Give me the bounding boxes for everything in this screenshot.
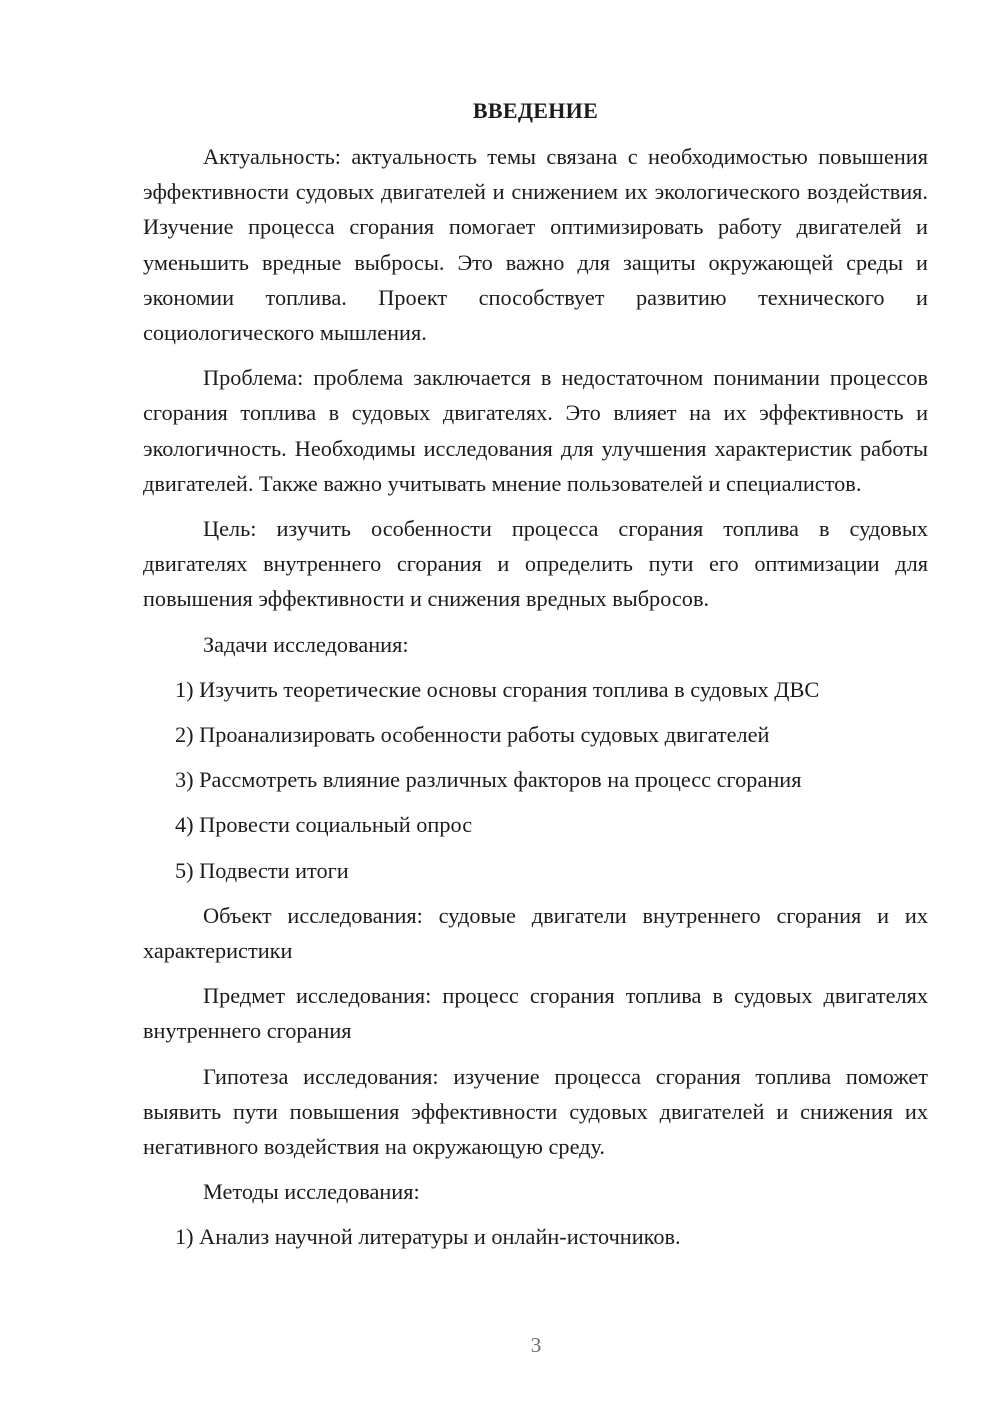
methods-list xyxy=(143,1219,928,1254)
list-item: 3) Рассмотреть влияние различных факторов на процесс сгорания xyxy=(175,767,802,793)
list-item: 2) Проанализировать особенности работы судовых двигателей xyxy=(175,722,770,748)
subject-paragraph: Предмет исследования: процесс сгорания топлива в судовых двигателях внутреннего сгорания xyxy=(143,983,928,1044)
relevance-paragraph: Актуальность: актуальность темы связана с необходимостью повышения эффективности судовых двигателей и снижением их экологического воздействия. Изучение процесса сгорания помогает оптимизировать работу двигателей и уменьшить вредные выбросы. Это важно для защиты окружающей среды и экономии топлива. Проект способствует развитию технического и социологического мышления. xyxy=(143,144,928,346)
hypothesis-paragraph: Гипотеза исследования: изучение процесса сгорания топлива поможет выявить пути повышения эффективности судовых двигателей и снижения их негативного воздействия на окружающую среду. xyxy=(143,1063,928,1160)
list-item: 1) Изучить теоретические основы сгорания топлива в судовых ДВС xyxy=(175,676,820,702)
problem-paragraph: Проблема: проблема заключается в недостаточном понимании процессов сгорания топлива в судовых двигателях. Это влияет на их эффективность и экологичность. Необходимы исследования для улучшения характеристик работы двигателей. Также важно учитывать мнение пользователей и специалистов. xyxy=(143,365,928,496)
list-item: 4) Провести социальный опрос xyxy=(175,812,473,838)
list-item: 1) Анализ научной литературы и онлайн-источников. xyxy=(175,1224,681,1250)
object-paragraph: Объект исследования: судовые двигатели внутреннего сгорания и их характеристики xyxy=(143,902,928,964)
goal-paragraph: Цель: изучить особенности процесса сгорания топлива в судовых двигателях внутреннего сгорания и определить пути его оптимизации для повышения эффективности и снижения вредных выбросов. xyxy=(143,516,928,612)
list-item: 5) Подвести итоги xyxy=(175,857,349,883)
tasks-heading: Задачи исследования: xyxy=(203,631,409,657)
tasks-list xyxy=(143,672,928,888)
document-page xyxy=(143,96,928,1265)
page-number: 3 xyxy=(530,1333,542,1357)
methods-heading: Методы исследования: xyxy=(203,1179,420,1205)
document-title: ВВЕДЕНИЕ xyxy=(472,98,599,123)
